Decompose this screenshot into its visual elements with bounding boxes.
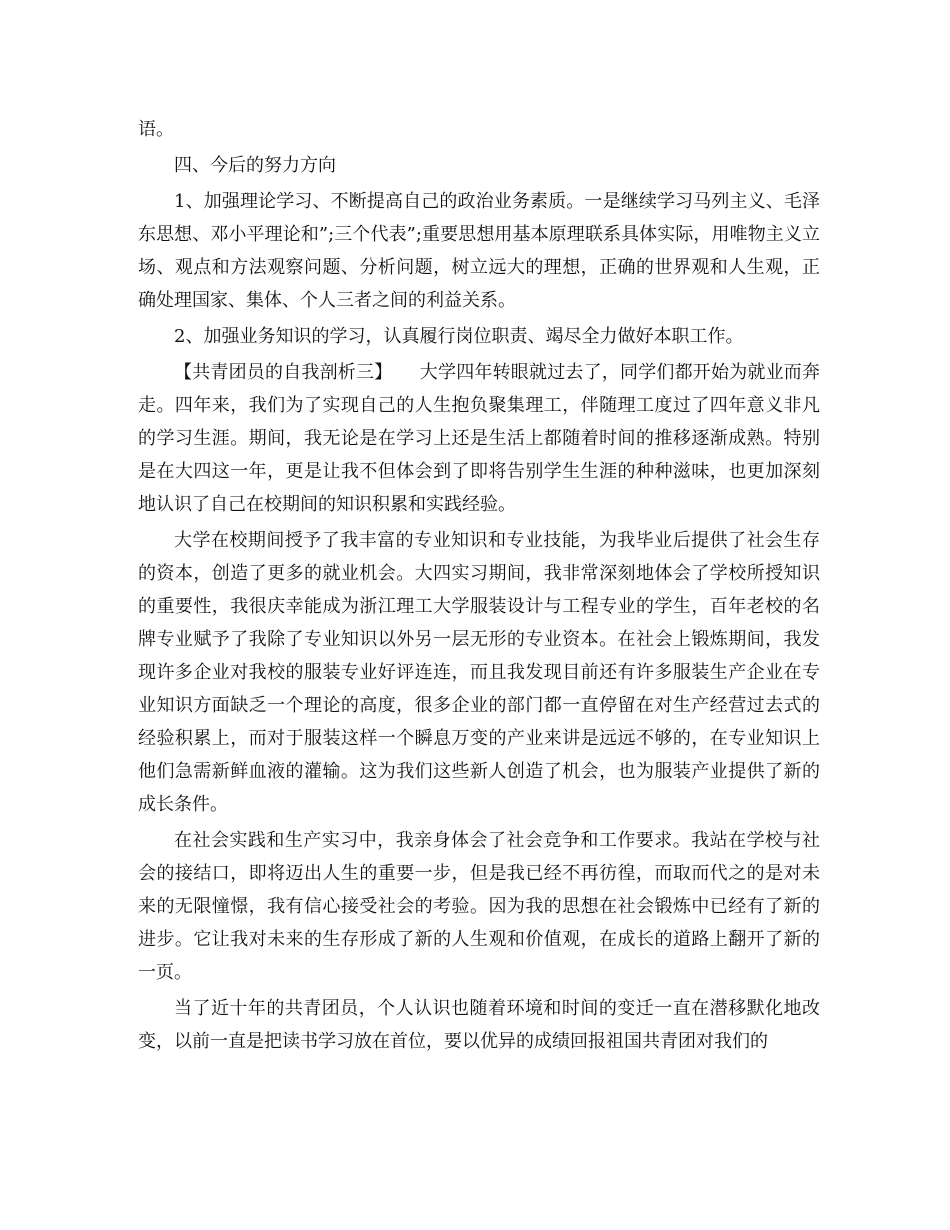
document-body xyxy=(138,113,820,1061)
section-heading: 四、今后的努力方向 xyxy=(174,155,336,176)
paragraph-business-study: 2、加强业务知识的学习，认真履行岗位职责、竭尽全力做好本职工作。 xyxy=(174,326,744,347)
paragraph-theory-study: 1、加强理论学习、不断提高自己的政治业务素质。一是继续学习马列主义、毛泽东思想、邓小平理论和”;三个代表”;重要思想用基本原理联系具体实际，用唯物主义立场、观点和方法观察问题、分析问题，树立远大的理想，正确的世界观和人生观，正确处理国家、集体、个人三者之间的利益关系。 xyxy=(138,191,820,311)
paragraph-social-practice: 在社会实践和生产实习中，我亲身体会了社会竞争和工作要求。我站在学校与社会的接结口，即将迈出人生的重要一步，但是我已经不再彷徨，而取而代之的是对未来的无限憧憬，我有信心接受社会的考验。因为我的思想在社会锻炼中已经有了新的进步。它让我对未来的生存形成了新的人生观和价值观，在成长的道路上翻开了新的一页。 xyxy=(138,830,820,983)
paragraph-self-analysis-three: 【共青团员的自我剖析三】 大学四年转眼就过去了，同学们都开始为就业而奔走。四年来，我们为了实现自己的人生抱负聚集理工，伴随理工度过了四年意义非凡的学习生涯。期间，我无论是在学习上还是生活上都随着时间的推移逐渐成熟。特别是在大四这一年，更是让我不但体会到了即将告别学生生涯的种种滋味，也更加深刻地认识了自己在校期间的知识积累和实践经验。 xyxy=(138,362,820,515)
paragraph-continuation: 语。 xyxy=(138,119,174,140)
paragraph-league-member: 当了近十年的共青团员，个人认识也随着环境和时间的变迁一直在潜移默化地改变，以前一直是把读书学习放在首位，要以优异的成绩回报祖国共青团对我们的 xyxy=(138,998,820,1052)
paragraph-university-knowledge: 大学在校期间授予了我丰富的专业知识和专业技能，为我毕业后提供了社会生存的资本，创造了更多的就业机会。大四实习期间，我非常深刻地体会了学校所授知识的重要性，我很庆幸能成为浙江理工大学服装设计与工程专业的学生，百年老校的名牌专业赋予了我除了专业知识以外另一层无形的专业资本。在社会上锻炼期间，我发现许多企业对我校的服装专业好评连连，而且我发现目前还有许多服装生产企业在专业知识方面缺乏一个理论的高度，很多企业的部门都一直停留在对生产经营过去式的经验积累上，而对于服装这样一个瞬息万变的产业来讲是远远不够的，在专业知识上他们急需新鲜血液的灌输。这为我们这些新人创造了机会，也为服装产业提供了新的成长条件。 xyxy=(138,530,820,815)
